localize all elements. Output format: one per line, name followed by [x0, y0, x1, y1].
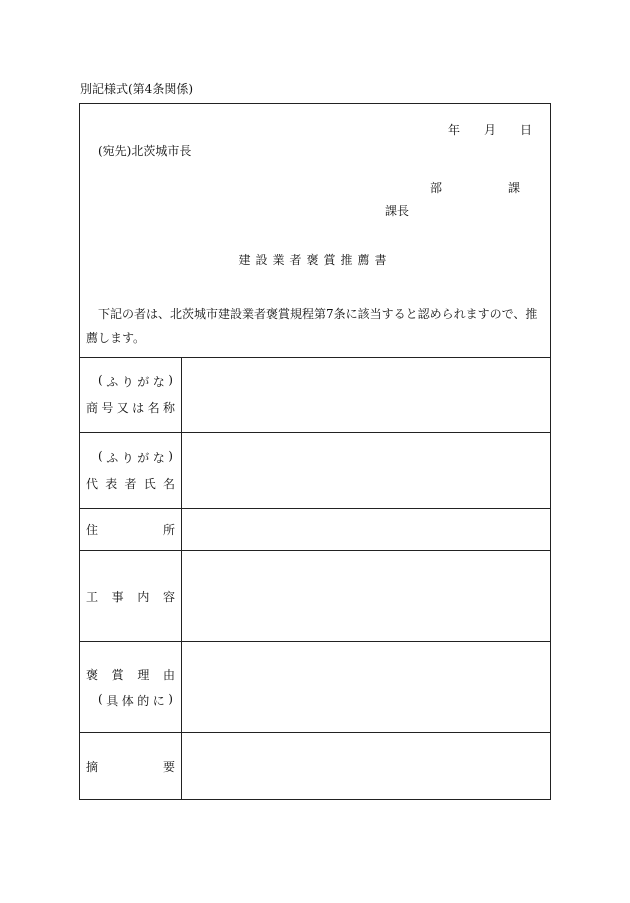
date-line	[448, 121, 532, 138]
bu-label: 部	[430, 181, 443, 195]
row-representative	[80, 433, 550, 509]
award-reason-note: ( 具 体 的 に )	[98, 691, 173, 708]
label-cell	[80, 551, 182, 641]
body-text: 下記の者は、北茨城市建設業者褒賞規程第7条に該当すると認められますので、推薦します。	[86, 307, 538, 345]
award-reason-field[interactable]	[182, 642, 550, 732]
addressee: (宛先)北茨城市長	[98, 144, 192, 158]
reading-label: ( ふ り が な )	[98, 449, 173, 465]
label-cell	[80, 642, 182, 732]
representative-label: 代 表 者 氏 名	[86, 477, 175, 491]
company-name-label: 商 号 又 は 名 称	[86, 401, 175, 415]
company-name-field[interactable]	[182, 357, 550, 432]
remarks-label: 摘 要	[86, 759, 175, 774]
row-work-content	[80, 551, 550, 642]
row-company-name	[80, 357, 550, 433]
document-title: 建設業者褒賞推薦書	[238, 253, 392, 267]
day-label: 日	[519, 123, 532, 137]
address-field[interactable]	[182, 509, 550, 550]
row-award-reason	[80, 642, 550, 733]
row-address	[80, 509, 550, 551]
form-caption: 別記様式(第4条関係)	[80, 82, 193, 96]
work-content-label: 工 事 内 容	[86, 589, 175, 604]
label-cell	[80, 357, 182, 432]
award-reason-label: 褒 賞 理 由	[86, 667, 175, 682]
year-label: 年	[447, 123, 460, 137]
department-line	[430, 179, 520, 196]
work-content-field[interactable]	[182, 551, 550, 641]
remarks-field[interactable]	[182, 733, 550, 799]
reading-label: ( ふ り が な )	[98, 373, 173, 389]
address-label: 住 所	[86, 523, 175, 537]
row-remarks	[80, 733, 550, 799]
ka-label: 課	[507, 181, 520, 195]
label-cell	[80, 733, 182, 799]
representative-field[interactable]	[182, 433, 550, 508]
form-header	[80, 104, 550, 358]
month-label: 月	[483, 123, 496, 137]
label-cell	[80, 433, 182, 508]
section-chief: 課長	[385, 204, 410, 218]
label-cell	[80, 509, 182, 550]
recommendation-form	[79, 103, 551, 800]
